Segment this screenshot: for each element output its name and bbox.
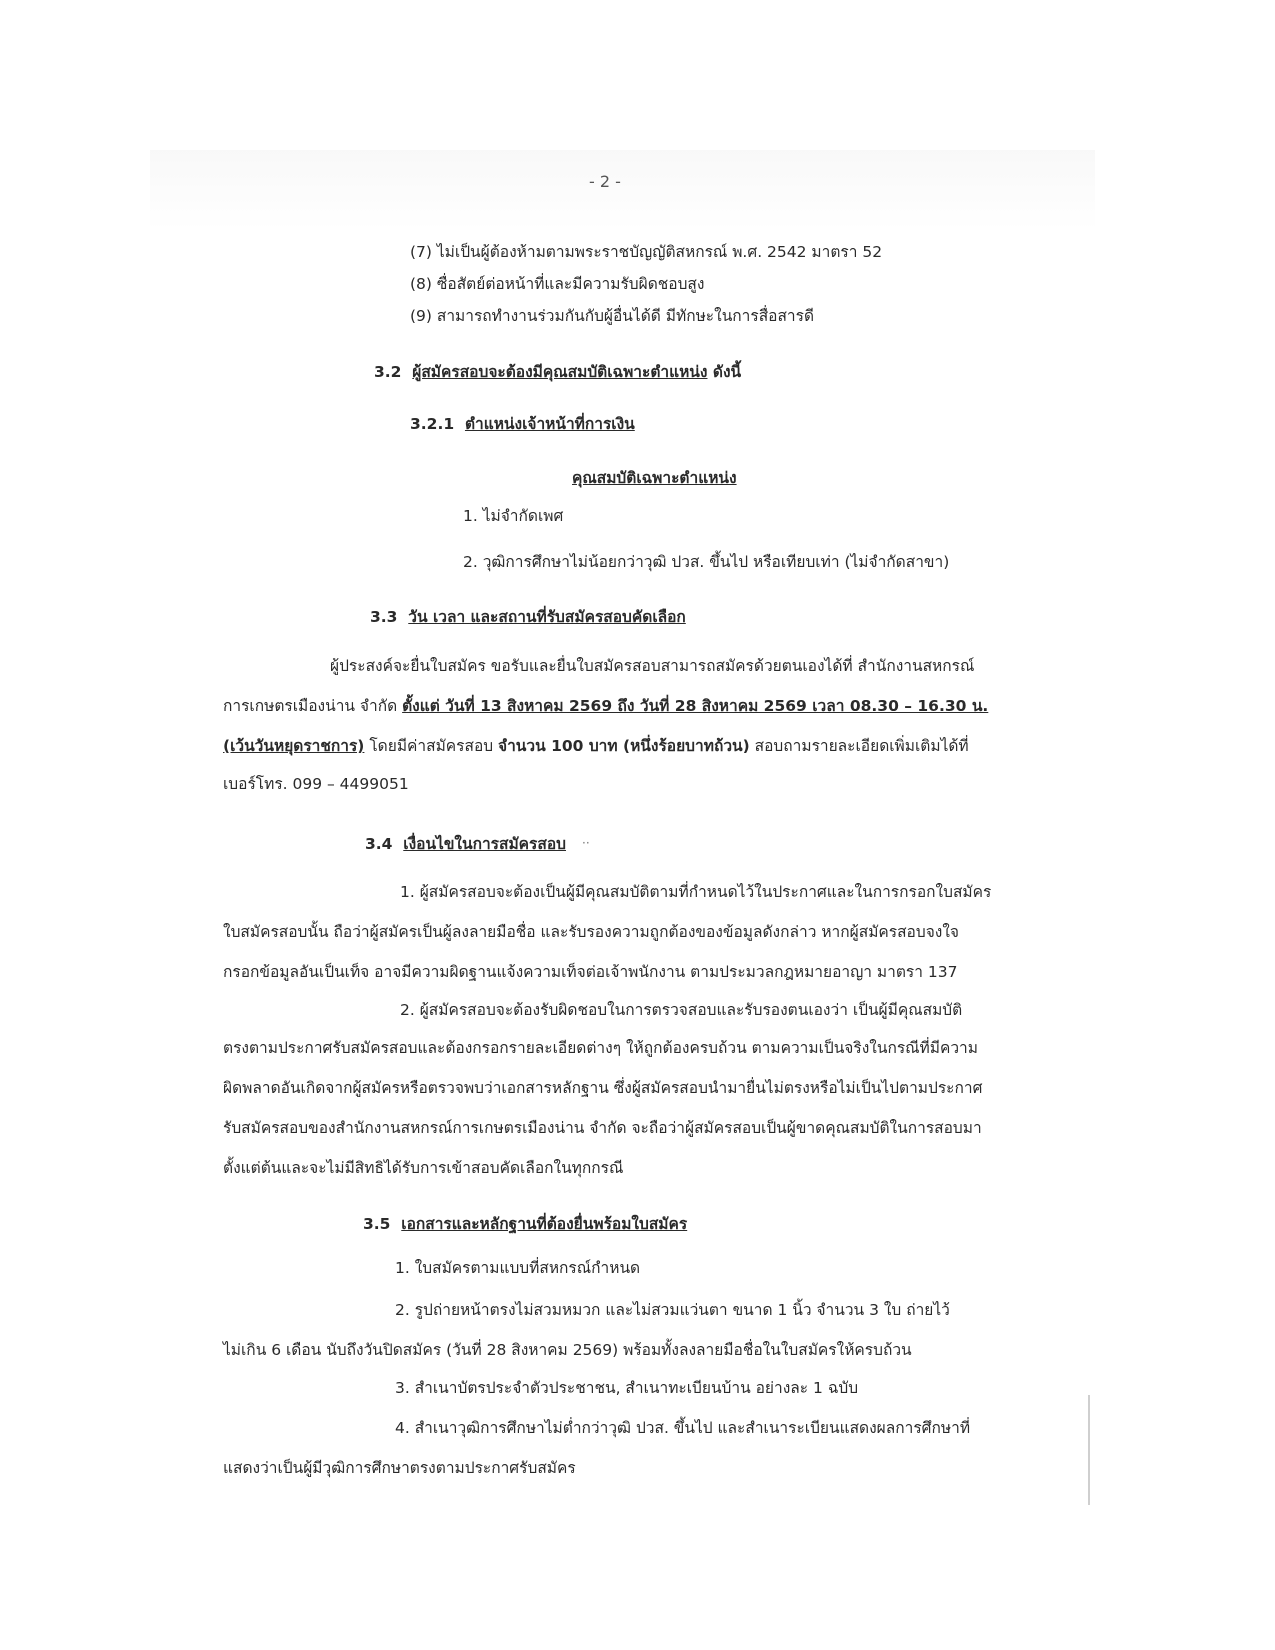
- scan-edge-line: [1088, 1395, 1090, 1505]
- section-suffix: ดังนี้: [712, 363, 742, 381]
- section-title: เอกสารและหลักฐานที่ต้องยื่นพร้อมใบสมัคร: [401, 1215, 688, 1233]
- section-3-5-heading: [363, 1212, 687, 1236]
- list-item: (7) ไม่เป็นผู้ต้องห้ามตามพระราชบัญญัติสหกรณ์ พ.ศ. 2542 มาตรา 52: [410, 243, 883, 261]
- list-item: (8) ซื่อสัตย์ต่อหน้าที่และมีความรับผิดชอบสูง: [410, 275, 705, 293]
- document-item-continued: ไม่เกิน 6 เดือน นับถึงวันปิดสมัคร (วันที่ 28 สิงหาคม 2569) พร้อมทั้งลงลายมือชื่อในใบสมัครให้ครบถ้วน: [223, 1341, 912, 1359]
- section-number: 3.5: [363, 1215, 391, 1233]
- paragraph-line: 2. ผู้สมัครสอบจะต้องรับผิดชอบในการตรวจสอบและรับรองตนเองว่า เป็นผู้มีคุณสมบัติ: [400, 1001, 963, 1019]
- text-plain: สอบถามรายละเอียดเพิ่มเติมได้ที่: [754, 737, 969, 755]
- section-number: 3.4: [365, 835, 393, 853]
- section-title: เงื่อนไขในการสมัครสอบ: [403, 835, 566, 853]
- section-number: 3.2.1: [410, 415, 455, 433]
- section-3-4-heading: [365, 832, 566, 856]
- paragraph-line: ผู้ประสงค์จะยื่นใบสมัคร ขอรับและยื่นใบสมัครสอบสามารถสมัครด้วยตนเองได้ที่ สำนักงานสหกรณ์: [330, 657, 975, 675]
- section-3-2-1-heading: [410, 412, 635, 436]
- section-title: ผู้สมัครสอบจะต้องมีคุณสมบัติเฉพาะตำแหน่ง: [412, 363, 708, 381]
- phone-line: เบอร์โทร. 099 – 4499051: [223, 775, 409, 793]
- section-number: 3.3: [370, 608, 398, 626]
- scan-mark: ··: [582, 836, 590, 850]
- paragraph-line: ใบสมัครสอบนั้น ถือว่าผู้สมัครเป็นผู้ลงลายมือชื่อ และรับรองความถูกต้องของข้อมูลดังกล่าว หากผู้สมัครสอบจงใจ: [223, 923, 960, 941]
- paragraph-line: ผิดพลาดอันเกิดจากผู้สมัครหรือตรวจพบว่าเอกสารหลักฐาน ซึ่งผู้สมัครสอบนำมายื่นไม่ตรงหรือไม่เป็นไปตามประกาศ: [223, 1079, 983, 1097]
- qualification-item: 1. ไม่จำกัดเพศ: [463, 507, 564, 525]
- paragraph-line: ตั้งแต่ต้นและจะไม่มีสิทธิได้รับการเข้าสอบคัดเลือกในทุกกรณี: [223, 1159, 624, 1177]
- application-period: ตั้งแต่ วันที่ 13 สิงหาคม 2569 ถึง วันที่ 28 สิงหาคม 2569 เวลา 08.30 – 16.30 น.: [402, 697, 989, 715]
- page-number: - 2 -: [589, 172, 621, 191]
- qualification-title: คุณสมบัติเฉพาะตำแหน่ง: [572, 469, 737, 487]
- section-title: ตำแหน่งเจ้าหน้าที่การเงิน: [464, 415, 635, 433]
- text-plain: การเกษตรเมืองน่าน จำกัด: [223, 697, 403, 715]
- section-3-2-heading: [374, 360, 741, 384]
- paragraph-line: 1. ผู้สมัครสอบจะต้องเป็นผู้มีคุณสมบัติตามที่กำหนดไว้ในประกาศและในการกรอกใบสมัคร: [400, 883, 992, 901]
- section-number: 3.2: [374, 363, 402, 381]
- section-3-3-heading: [370, 605, 686, 629]
- document-item: 2. รูปถ่ายหน้าตรงไม่สวมหมวก และไม่สวมแว่นตา ขนาด 1 นิ้ว จำนวน 3 ใบ ถ่ายไว้: [395, 1301, 950, 1319]
- text-plain: โดยมีค่าสมัครสอบ: [369, 737, 499, 755]
- document-item: 4. สำเนาวุฒิการศึกษาไม่ต่ำกว่าวุฒิ ปวส. ขึ้นไป และสำเนาระเบียนแสดงผลการศึกษาที่: [395, 1419, 971, 1437]
- application-fee: จำนวน 100 บาท (หนึ่งร้อยบาทถ้วน): [498, 737, 750, 755]
- qualification-item: 2. วุฒิการศึกษาไม่น้อยกว่าวุฒิ ปวส. ขึ้นไป หรือเทียบเท่า (ไม่จำกัดสาขา): [463, 553, 950, 571]
- paragraph-line: รับสมัครสอบของสำนักงานสหกรณ์การเกษตรเมืองน่าน จำกัด จะถือว่าผู้สมัครสอบเป็นผู้ขาดคุณสมบัติในการสอบมา: [223, 1119, 982, 1137]
- holiday-note: (เว้นวันหยุดราชการ): [223, 737, 365, 755]
- section-title: วัน เวลา และสถานที่รับสมัครสอบคัดเลือก: [408, 608, 686, 626]
- document-item: 1. ใบสมัครตามแบบที่สหกรณ์กำหนด: [395, 1259, 641, 1277]
- list-item: (9) สามารถทำงานร่วมกันกับผู้อื่นได้ดี มีทักษะในการสื่อสารดี: [410, 307, 815, 325]
- document-item: 3. สำเนาบัตรประจำตัวประชาชน, สำเนาทะเบียนบ้าน อย่างละ 1 ฉบับ: [395, 1379, 859, 1397]
- paragraph-line: [223, 734, 969, 758]
- paragraph-line: กรอกข้อมูลอันเป็นเท็จ อาจมีความผิดฐานแจ้งความเท็จต่อเจ้าพนักงาน ตามประมวลกฎหมายอาญา มาตรา 137: [223, 963, 958, 981]
- document-item-continued: แสดงว่าเป็นผู้มีวุฒิการศึกษาตรงตามประกาศรับสมัคร: [223, 1459, 576, 1477]
- paragraph-line: ตรงตามประกาศรับสมัครสอบและต้องกรอกรายละเอียดต่างๆ ให้ถูกต้องครบถ้วน ตามความเป็นจริงในกรณีที่มีความ: [223, 1039, 978, 1057]
- paragraph-line: [223, 694, 988, 718]
